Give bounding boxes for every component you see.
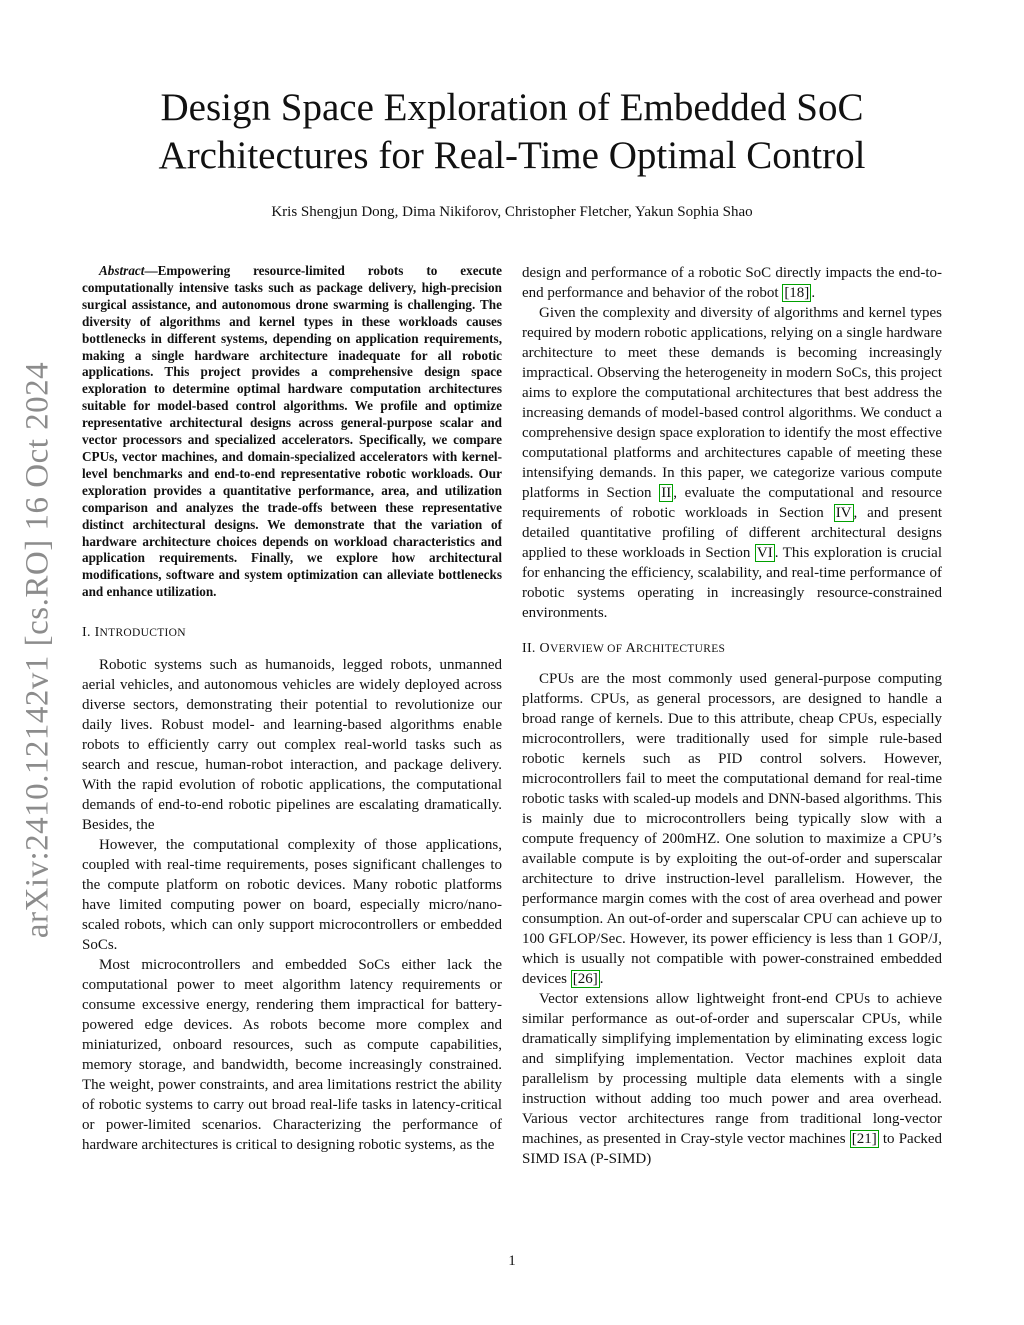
citation-link[interactable]: [26] [572, 971, 598, 987]
paper-title [80, 84, 944, 180]
author-list: Kris Shengjun Dong, Dima Nikiforov, Christopher Fletcher, Yakun Sophia Shao [271, 204, 753, 220]
section-heading-overview [522, 639, 942, 659]
abstract-text: Empowering resource-limited robots to execute computationally intensive tasks such as package delivery, high-precision surgical assistance, and autonomous drone swarming is challenging. The diversity of algorithms and kernel types in these workloads causes bottlenecks in different systems, depending on application requirements, making a single hardware architecture inadequate for all robotic applications. This project provides a comprehensive design space exploration to determine optimal hardware computation architectures suitable for model-based control algorithms. We profile and optimize representative architectural designs across general-purpose scalar and vector processors and specialized accelerators. Specifically, we compare CPUs, vector machines, and domain-specialized accelerators with kernel-level benchmarks and end-to-end representative robotic workloads. Our exploration provides a quantitative performance, area, and utilization comparison and analyzes the trade-offs between these representative distinct architectural designs. We demonstrate that the variation of hardware architecture choices depends on workload characteristics and application requirements. Finally, we explore how architectural modifications, software and system optimization can alleviate bottlenecks and enhance utilization. [82, 263, 502, 600]
section-heading-smallcaps: VERVIEW OF [549, 643, 626, 655]
right-column [522, 263, 942, 1169]
section-number: II. [522, 641, 540, 656]
section-number: I. [82, 625, 95, 641]
section-heading-smallcaps: NTRODUCTION [99, 627, 186, 640]
text-span: to Packed SIMD ISA (P-SIMD) [522, 1131, 943, 1167]
arxiv-sidebar [8, 350, 68, 950]
text-span: , and present detailed quantitative profiling of different architectural designs applied to these workloads in Section [522, 505, 942, 561]
abstract-dash: — [144, 263, 158, 278]
left-column [82, 263, 502, 1155]
text-span: Given the complexity and diversity of algorithms and kernel types required by modern robotic applications, relying on a single hardware architecture to meet these demands is becoming increasingly impractical. Observing the heterogeneity in modern SoCs, this project aims to explore the computational architectures that best address the increasing demands of model-based control algorithms. We conduct a comprehensive design space exploration to identify the most effective computational platforms and architectures capable of meeting these intensifying demands. In this paper, we categorize various compute platforms in Section [522, 305, 942, 501]
title-line-1: Design Space Exploration of Embedded SoC [160, 86, 864, 129]
right-paragraph-1 [522, 303, 942, 623]
intro-paragraph-2: However, the computational complexity of those applications, coupled with real-time requirements, poses significant challenges to the compute platform on robotic devices. Many robotic platforms have limited computing power on board, especially micro/nano-scaled robots, which can only support microcontrollers or embedded SoCs. [82, 837, 502, 954]
section-link[interactable]: II [661, 485, 672, 501]
title-line-2: Architectures for Real-Time Optimal Control [158, 134, 866, 177]
text-span: . [599, 971, 604, 987]
text-span: design and performance of a robotic SoC directly impacts the end-to-end performance and behavior of the robot [522, 265, 942, 301]
section-heading-initial: I [94, 625, 100, 641]
text-span: Vector extensions allow lightweight front-end CPUs to achieve similar performance as out-of-order and superscalar CPUs, while dramatically simplifying implementation by eliminating excess logic and simplifying implementation. Vector machines exploit data parallelism by processing multiple data elements with a single instruction without adding too much power and area overhead. Various vector architectures range from traditional long-vector machines, as presented in Cray-style vector machines [522, 991, 942, 1147]
text-span: , evaluate the computational and resource requirements of robotic workloads in Section [522, 485, 943, 521]
section-link[interactable]: IV [835, 505, 852, 521]
section-link[interactable]: VI [756, 545, 773, 561]
right-paragraph-3 [522, 989, 942, 1169]
abstract [82, 263, 502, 601]
intro-paragraph-3: Most microcontrollers and embedded SoCs either lack the computational power to meet algorithm latency requirements or consume excessive energy, rendering them impractical for battery-powered edge devices. As robots become more complex and miniaturized, onboard resources, such as compute capabilities, memory storage, and bandwidth, become increasingly constrained. The weight, power constraints, and area limitations restrict the ability of robotic systems to carry out broad real-life tasks in latency-critical or power-limited scenarios. Characterizing the performance of hardware architectures is critical to designing robotic systems, as the [82, 957, 502, 1154]
intro-paragraph-1: Robotic systems such as humanoids, legged robots, unmanned aerial vehicles, and autonomous vehicles are widely deployed across diverse sectors, demonstrating their potential to revolutionize our daily lives. Robust model- and learning-based algorithms enable robots to efficiently carry out complex real-world tasks such as search and rescue, human-robot interaction, and package delivery. With the rapid evolution of robotic applications, the computational demands of end-to-end robotic pipelines are escalating dramatically. Besides, the [82, 657, 502, 834]
right-paragraph-0 [522, 263, 942, 303]
page-number: 1 [508, 1253, 516, 1269]
text-span: . This exploration is crucial for enhancing the efficiency, scalability, and real-time performance of robotic systems operating in increasingly resource-constrained environments. [522, 545, 942, 621]
abstract-label: Abstract [99, 263, 145, 278]
text-span: CPUs are the most commonly used general-purpose computing platforms. CPUs, as general processors, are designed to handle a broad range of kernels. Due to this attribute, cheap CPUs, especially microcontrollers, were traditionally used for simple rule-based robotic kernels such as PID control solvers. However, microcontrollers fail to meet the computational demand for real-time robotic tasks with scaled-up models and DNN-based algorithms. This is mainly due to microcontrollers being typically slow with a compute frequency of 200mHZ. One solution to maximize a CPU’s available compute is by exploiting the out-of-order and superscalar architecture to drive instruction-level parallelism. However, the performance margin comes with the cost of area overhead and power consumption. An out-of-order and superscalar CPU can achieve up to 100 GFLOP/Sec. However, its power efficiency is less than 1 GOP/J, which is usually not compatible with power-constrained embedded devices [522, 671, 942, 987]
section-heading-introduction [82, 623, 502, 643]
citation-link[interactable]: [21] [851, 1131, 877, 1147]
section-heading-smallcaps: RCHITECTURES [636, 643, 726, 655]
section-heading-initial: A [625, 641, 637, 656]
citation-link[interactable]: [18] [784, 285, 810, 301]
section-heading-initial: O [539, 641, 550, 656]
right-paragraph-2 [522, 669, 942, 989]
text-span: . [811, 285, 816, 301]
arxiv-identifier[interactable]: arXiv:2410.12142v1 [cs.RO] 16 Oct 2024 [19, 361, 56, 939]
